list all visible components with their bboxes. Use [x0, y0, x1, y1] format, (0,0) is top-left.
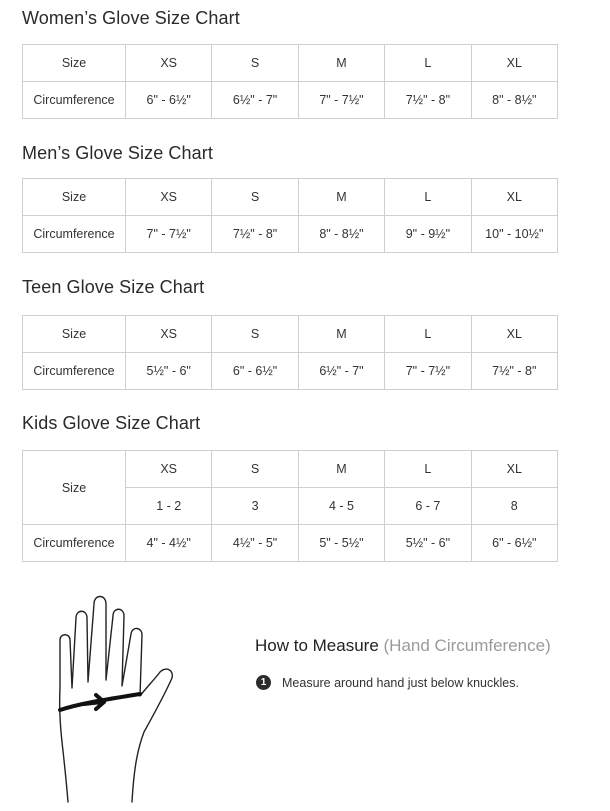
circumference-cell: 6½" - 7"	[212, 82, 298, 119]
women-chart-title: Women’s Glove Size Chart	[22, 8, 240, 28]
circumference-cell: 4" - 4½"	[126, 525, 212, 562]
age-cell: 1 - 2	[126, 488, 212, 525]
size-cell: L	[385, 45, 471, 82]
circumference-row-label: Circumference	[23, 216, 126, 253]
age-cell: 4 - 5	[298, 488, 384, 525]
how-to-measure-subtitle: (Hand Circumference)	[383, 636, 551, 655]
size-cell: S	[212, 45, 298, 82]
circumference-cell: 7" - 7½"	[385, 353, 471, 390]
age-cell: 6 - 7	[385, 488, 471, 525]
size-cell: L	[385, 179, 471, 216]
kids-chart-title: Kids Glove Size Chart	[22, 413, 201, 433]
size-cell: M	[298, 451, 384, 488]
hand-measure-illustration	[50, 592, 180, 804]
table-row	[23, 451, 558, 488]
age-cell: 3	[212, 488, 298, 525]
measure-step	[256, 675, 519, 690]
circumference-cell: 5" - 5½"	[298, 525, 384, 562]
circumference-cell: 10" - 10½"	[471, 216, 557, 253]
size-cell: M	[298, 45, 384, 82]
circumference-row-label: Circumference	[23, 82, 126, 119]
size-cell: S	[212, 316, 298, 353]
size-cell: XS	[126, 179, 212, 216]
size-cell: XL	[471, 316, 557, 353]
step-number-badge: 1	[256, 675, 271, 690]
table-row	[23, 216, 558, 253]
circumference-cell: 8" - 8½"	[471, 82, 557, 119]
circumference-cell: 6½" - 7"	[298, 353, 384, 390]
size-cell: XL	[471, 451, 557, 488]
women-size-table	[22, 44, 558, 119]
arrow-icon	[84, 695, 104, 709]
size-row-label: Size	[23, 45, 126, 82]
size-cell: XL	[471, 179, 557, 216]
circumference-cell: 9" - 9½"	[385, 216, 471, 253]
size-cell: S	[212, 451, 298, 488]
table-row	[23, 316, 558, 353]
table-row	[23, 82, 558, 119]
size-row-label: Size	[23, 179, 126, 216]
size-row-label: Size	[23, 451, 126, 525]
circumference-cell: 6" - 6½"	[471, 525, 557, 562]
size-row-label: Size	[23, 316, 126, 353]
size-cell: XS	[126, 316, 212, 353]
size-cell: M	[298, 316, 384, 353]
table-row	[23, 45, 558, 82]
men-size-table	[22, 178, 558, 253]
circumference-cell: 5½" - 6"	[385, 525, 471, 562]
size-cell: L	[385, 316, 471, 353]
how-to-measure-heading	[255, 636, 551, 656]
circumference-cell: 7½" - 8"	[385, 82, 471, 119]
circumference-cell: 8" - 8½"	[298, 216, 384, 253]
circumference-cell: 7" - 7½"	[126, 216, 212, 253]
teen-size-table	[22, 315, 558, 390]
how-to-measure-title: How to Measure	[255, 636, 379, 655]
step-text: Measure around hand just below knuckles.	[282, 675, 519, 690]
circumference-cell: 4½" - 5"	[212, 525, 298, 562]
kids-size-table	[22, 450, 558, 562]
men-chart-title: Men’s Glove Size Chart	[22, 143, 213, 163]
circumference-cell: 7½" - 8"	[471, 353, 557, 390]
teen-chart-title: Teen Glove Size Chart	[22, 277, 205, 297]
circumference-row-label: Circumference	[23, 525, 126, 562]
circumference-cell: 6" - 6½"	[126, 82, 212, 119]
size-cell: M	[298, 179, 384, 216]
circumference-cell: 7" - 7½"	[298, 82, 384, 119]
size-cell: XL	[471, 45, 557, 82]
circumference-cell: 6" - 6½"	[212, 353, 298, 390]
table-row	[23, 179, 558, 216]
table-row	[23, 525, 558, 562]
age-cell: 8	[471, 488, 557, 525]
table-row	[23, 353, 558, 390]
circumference-cell: 7½" - 8"	[212, 216, 298, 253]
circumference-cell: 5½" - 6"	[126, 353, 212, 390]
size-cell: L	[385, 451, 471, 488]
size-cell: S	[212, 179, 298, 216]
size-cell: XS	[126, 45, 212, 82]
circumference-row-label: Circumference	[23, 353, 126, 390]
size-cell: XS	[126, 451, 212, 488]
